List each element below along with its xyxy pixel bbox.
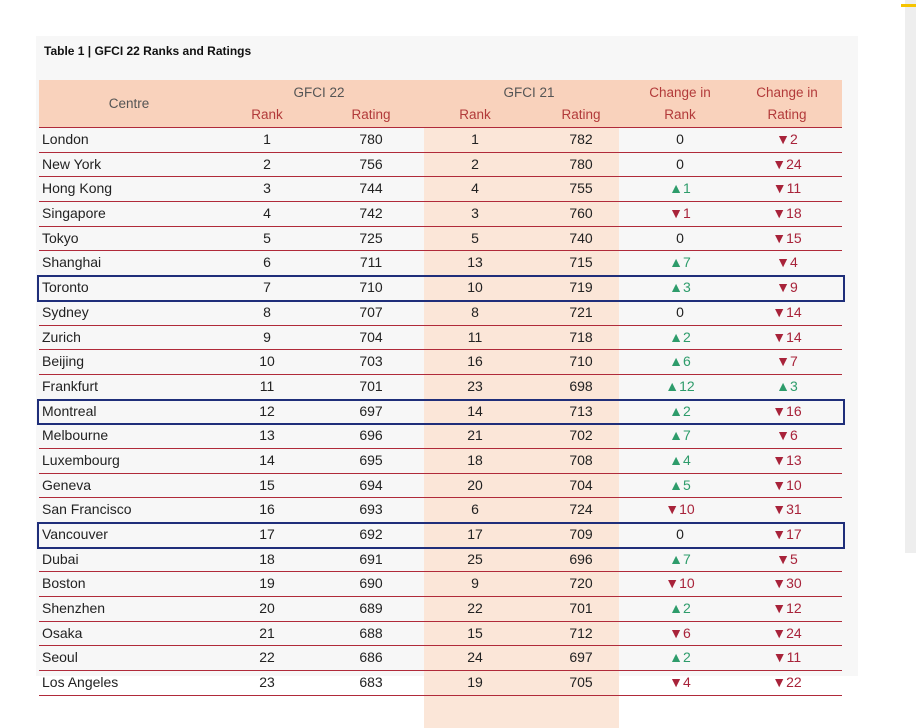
rating-22-cell: 694 <box>359 476 383 493</box>
change-rank-cell: ▲5 <box>669 476 691 493</box>
centre-cell: Toronto <box>42 279 89 296</box>
row-highlight-box <box>37 275 845 302</box>
change-rating-cell: ▼15 <box>772 229 802 246</box>
table-body <box>39 128 842 696</box>
rank-22-cell: 4 <box>263 205 271 222</box>
rating-21-cell: 724 <box>569 501 593 518</box>
rating-21-cell: 755 <box>569 180 593 197</box>
table-row <box>39 424 842 449</box>
rank-21-cell: 20 <box>467 476 483 493</box>
rank-21-cell: 21 <box>467 427 483 444</box>
table-row <box>39 646 842 671</box>
change-rating-cell: ▼9 <box>776 279 798 296</box>
rank-22-cell: 6 <box>263 254 271 271</box>
header-rank-22: Rank <box>251 107 283 122</box>
table-row <box>39 251 842 276</box>
change-rank-cell: ▲6 <box>669 353 691 370</box>
change-rating-cell: ▼16 <box>772 402 802 419</box>
table-caption: Table 1 | GFCI 22 Ranks and Ratings <box>44 44 252 58</box>
rank-21-cell: 10 <box>467 279 483 296</box>
change-rank-cell: 0 <box>676 131 684 147</box>
rank-22-cell: 14 <box>259 451 275 468</box>
table-row <box>39 177 842 202</box>
rating-22-cell: 780 <box>359 131 383 147</box>
rating-22-cell: 707 <box>359 303 383 320</box>
rating-21-cell: 704 <box>569 476 593 493</box>
centre-cell: Shanghai <box>42 254 102 271</box>
centre-cell: Hong Kong <box>42 180 113 197</box>
change-rank-cell: 0 <box>676 526 684 542</box>
rank-21-cell: 8 <box>471 303 479 320</box>
rating-22-cell: 688 <box>359 624 383 641</box>
centre-cell: Melbourne <box>42 427 109 444</box>
rating-21-cell: 701 <box>569 600 593 617</box>
change-rating-cell: ▼24 <box>772 155 802 172</box>
centre-cell: Montreal <box>42 402 97 419</box>
table-row <box>39 326 842 351</box>
header-change-in-rank: Change in <box>649 85 711 100</box>
table-row <box>39 276 842 301</box>
table-row <box>39 671 842 696</box>
change-rating-cell: ▼22 <box>772 674 802 691</box>
rating-22-cell: 689 <box>359 600 383 617</box>
change-rank-cell: ▲3 <box>669 279 691 296</box>
rating-21-cell: 740 <box>569 229 593 246</box>
change-rating-cell: ▼4 <box>776 254 798 271</box>
rating-22-cell: 701 <box>359 377 383 394</box>
table-row <box>39 572 842 597</box>
rating-21-cell: 710 <box>569 353 593 370</box>
change-rating-cell: ▲3 <box>776 377 798 394</box>
header-change-rating: Rating <box>767 107 807 122</box>
change-rank-cell: ▼10 <box>665 575 695 592</box>
change-rating-cell: ▼6 <box>776 427 798 444</box>
centre-cell: Beijing <box>42 353 85 370</box>
rank-22-cell: 22 <box>259 649 275 666</box>
change-rank-cell: ▲1 <box>669 180 691 197</box>
change-rating-cell: ▼11 <box>772 180 802 197</box>
change-rating-cell: ▼14 <box>772 303 802 320</box>
rank-22-cell: 13 <box>259 427 275 444</box>
rank-21-cell: 1 <box>471 131 479 147</box>
rank-22-cell: 8 <box>263 303 271 320</box>
centre-cell: Vancouver <box>42 526 108 542</box>
change-rank-cell: 0 <box>676 303 684 320</box>
rating-21-cell: 719 <box>569 279 593 296</box>
row-highlight-box <box>37 399 845 426</box>
rating-22-cell: 691 <box>359 550 383 567</box>
change-rank-cell: ▲2 <box>669 402 691 419</box>
rating-22-cell: 744 <box>359 180 383 197</box>
table-row <box>39 227 842 252</box>
rank-22-cell: 3 <box>263 180 271 197</box>
centre-cell: New York <box>42 155 102 172</box>
rank-22-cell: 9 <box>263 328 271 345</box>
change-rank-cell: ▲2 <box>669 600 691 617</box>
change-rank-cell: ▲2 <box>669 328 691 345</box>
rating-22-cell: 696 <box>359 427 383 444</box>
rank-21-cell: 6 <box>471 501 479 518</box>
change-rank-cell: ▲7 <box>669 550 691 567</box>
rating-22-cell: 710 <box>359 279 383 296</box>
change-rating-cell: ▼2 <box>776 131 798 147</box>
rating-22-cell: 693 <box>359 501 383 518</box>
change-rank-cell: ▲7 <box>669 427 691 444</box>
rating-22-cell: 703 <box>359 353 383 370</box>
table-row <box>39 597 842 622</box>
side-panel <box>905 0 916 553</box>
row-highlight-box <box>37 522 845 549</box>
centre-cell: Luxembourg <box>42 451 120 468</box>
change-rank-cell: ▲7 <box>669 254 691 271</box>
rating-22-cell: 756 <box>359 155 383 172</box>
header-change-in-rating: Change in <box>756 85 818 100</box>
rank-21-cell: 9 <box>471 575 479 592</box>
change-rank-cell: ▼1 <box>669 205 691 222</box>
centre-cell: Dubai <box>42 550 79 567</box>
rank-21-cell: 18 <box>467 451 483 468</box>
side-accent-bar <box>901 4 916 7</box>
change-rank-cell: ▲4 <box>669 451 691 468</box>
change-rating-cell: ▼11 <box>772 649 802 666</box>
change-rating-cell: ▼13 <box>772 451 802 468</box>
rank-21-cell: 3 <box>471 205 479 222</box>
centre-cell: Boston <box>42 575 86 592</box>
rank-22-cell: 18 <box>259 550 275 567</box>
change-rank-cell: ▼6 <box>669 624 691 641</box>
change-rating-cell: ▼7 <box>776 353 798 370</box>
rank-22-cell: 16 <box>259 501 275 518</box>
rating-21-cell: 712 <box>569 624 593 641</box>
change-rating-cell: ▼31 <box>772 501 802 518</box>
rating-21-cell: 715 <box>569 254 593 271</box>
change-rating-cell: ▼5 <box>776 550 798 567</box>
rank-21-cell: 4 <box>471 180 479 197</box>
rank-22-cell: 21 <box>259 624 275 641</box>
rating-21-cell: 708 <box>569 451 593 468</box>
rank-21-cell: 15 <box>467 624 483 641</box>
change-rank-cell: ▲2 <box>669 649 691 666</box>
rating-21-cell: 713 <box>569 402 593 419</box>
header-centre: Centre <box>108 96 150 111</box>
table-row <box>39 523 842 548</box>
table-row <box>39 622 842 647</box>
table-row <box>39 202 842 227</box>
centre-cell: Tokyo <box>42 229 79 246</box>
rank-21-cell: 2 <box>471 155 479 172</box>
rank-21-cell: 16 <box>467 353 483 370</box>
table-row <box>39 474 842 499</box>
rank-21-cell: 24 <box>467 649 483 666</box>
centre-cell: Seoul <box>42 649 78 666</box>
rank-22-cell: 7 <box>263 279 271 296</box>
rating-22-cell: 683 <box>359 674 383 691</box>
rank-22-cell: 15 <box>259 476 275 493</box>
rating-21-cell: 702 <box>569 427 593 444</box>
header-rating-22: Rating <box>351 107 391 122</box>
rating-21-cell: 696 <box>569 550 593 567</box>
centre-cell: Singapore <box>42 205 106 222</box>
table-row <box>39 548 842 573</box>
rating-22-cell: 742 <box>359 205 383 222</box>
rating-22-cell: 690 <box>359 575 383 592</box>
ranking-table <box>39 80 842 696</box>
change-rank-cell: ▲12 <box>665 377 695 394</box>
table-row <box>39 301 842 326</box>
change-rating-cell: ▼14 <box>772 328 802 345</box>
change-rating-cell: ▼30 <box>772 575 802 592</box>
table-row <box>39 128 842 153</box>
rank-21-cell: 5 <box>471 229 479 246</box>
centre-cell: Geneva <box>42 476 92 493</box>
rating-21-cell: 705 <box>569 674 593 691</box>
rank-21-cell: 22 <box>467 600 483 617</box>
rank-21-cell: 23 <box>467 377 483 394</box>
rank-21-cell: 19 <box>467 674 483 691</box>
rank-22-cell: 5 <box>263 229 271 246</box>
header-change-rank: Rank <box>664 107 696 122</box>
change-rank-cell: 0 <box>676 229 684 246</box>
rank-21-cell: 13 <box>467 254 483 271</box>
header-gfci22: GFCI 22 <box>293 85 345 100</box>
rating-21-cell: 718 <box>569 328 593 345</box>
change-rating-cell: ▼17 <box>772 526 802 542</box>
rating-21-cell: 697 <box>569 649 593 666</box>
centre-cell: Shenzhen <box>42 600 106 617</box>
rating-22-cell: 695 <box>359 451 383 468</box>
rating-22-cell: 686 <box>359 649 383 666</box>
rating-21-cell: 709 <box>569 526 593 542</box>
table-row <box>39 400 842 425</box>
change-rating-cell: ▼24 <box>772 624 802 641</box>
table-header <box>39 80 842 128</box>
rank-22-cell: 2 <box>263 155 271 172</box>
rank-22-cell: 17 <box>259 526 275 542</box>
rank-21-cell: 14 <box>467 402 483 419</box>
rank-21-cell: 25 <box>467 550 483 567</box>
centre-cell: Frankfurt <box>42 377 99 394</box>
centre-cell: San Francisco <box>42 501 132 518</box>
rank-22-cell: 11 <box>259 377 275 394</box>
rank-21-cell: 11 <box>467 328 483 345</box>
centre-cell: Osaka <box>42 624 83 641</box>
table-row <box>39 498 842 523</box>
change-rank-cell: ▼10 <box>665 501 695 518</box>
table-row <box>39 375 842 400</box>
table-row <box>39 350 842 375</box>
rank-22-cell: 23 <box>259 674 275 691</box>
rank-22-cell: 20 <box>259 600 275 617</box>
change-rating-cell: ▼10 <box>772 476 802 493</box>
centre-cell: Zurich <box>42 328 81 345</box>
centre-cell: London <box>42 131 89 147</box>
header-rating-21: Rating <box>561 107 601 122</box>
rating-22-cell: 725 <box>359 229 383 246</box>
header-gfci21: GFCI 21 <box>503 85 555 100</box>
rank-22-cell: 19 <box>259 575 275 592</box>
change-rating-cell: ▼18 <box>772 205 802 222</box>
centre-cell: Los Angeles <box>42 674 119 691</box>
change-rating-cell: ▼12 <box>772 600 802 617</box>
rating-21-cell: 760 <box>569 205 593 222</box>
change-rank-cell: ▼4 <box>669 674 691 691</box>
rating-22-cell: 704 <box>359 328 383 345</box>
rating-21-cell: 698 <box>569 377 593 394</box>
rating-22-cell: 711 <box>359 254 383 271</box>
rank-22-cell: 1 <box>263 131 271 147</box>
rating-22-cell: 697 <box>359 402 383 419</box>
table-row <box>39 449 842 474</box>
rank-21-cell: 17 <box>467 526 483 542</box>
rating-21-cell: 721 <box>569 303 593 320</box>
rating-22-cell: 692 <box>359 526 383 542</box>
rank-22-cell: 12 <box>259 402 275 419</box>
table-row <box>39 153 842 178</box>
rating-21-cell: 782 <box>569 131 593 147</box>
header-rank-21: Rank <box>459 107 491 122</box>
rank-22-cell: 10 <box>259 353 275 370</box>
centre-cell: Sydney <box>42 303 89 320</box>
rating-21-cell: 780 <box>569 155 593 172</box>
change-rank-cell: 0 <box>676 155 684 172</box>
rating-21-cell: 720 <box>569 575 593 592</box>
